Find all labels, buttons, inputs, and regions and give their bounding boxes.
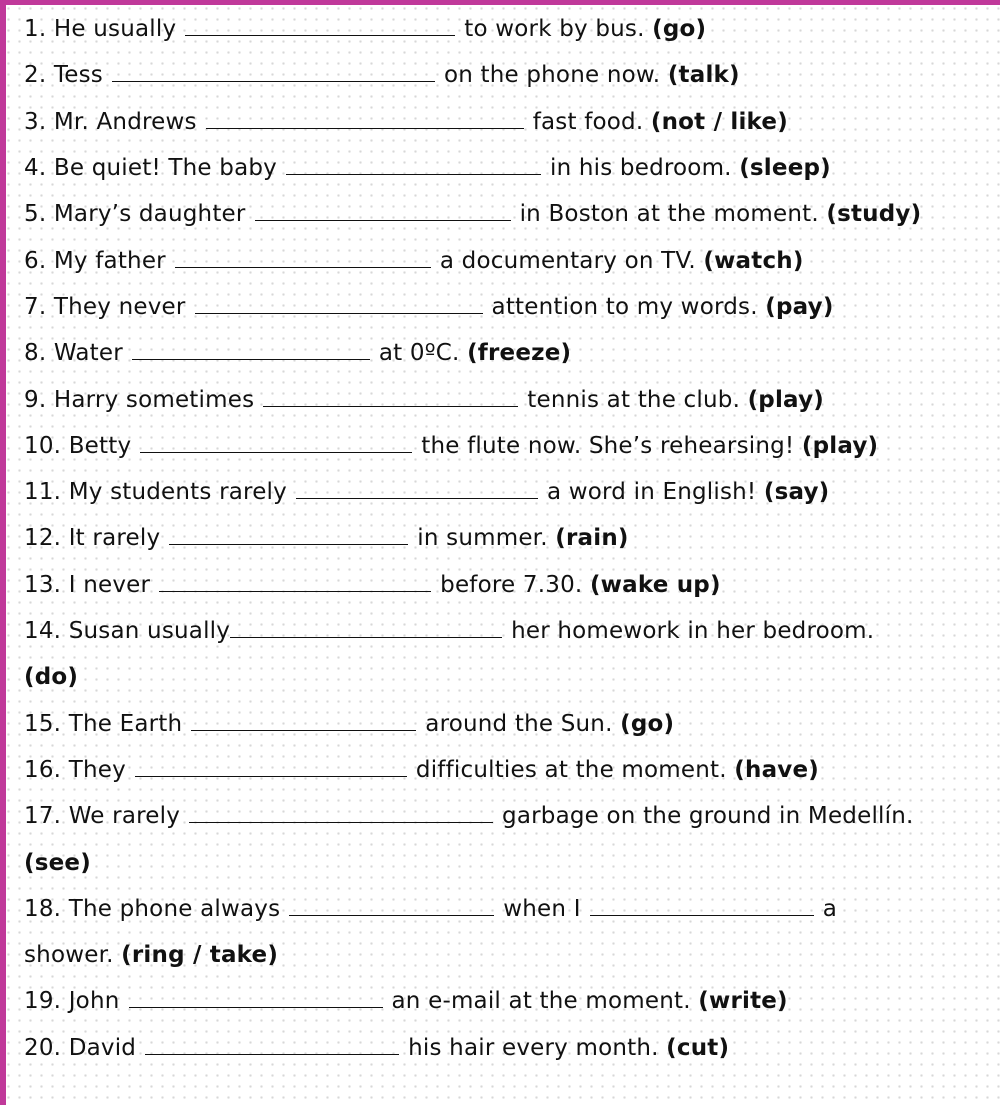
answer-blank[interactable]: [230, 619, 502, 638]
verb-hint: (sleep): [739, 155, 831, 181]
item-text-after: a: [822, 896, 837, 922]
item-text-before: He usually: [53, 16, 177, 42]
exercise-item-8: [24, 338, 571, 368]
answer-blank[interactable]: [296, 480, 538, 499]
verb-hint: (rain): [555, 525, 629, 551]
item-number: 4.: [24, 155, 47, 181]
answer-blank[interactable]: [175, 249, 431, 268]
exercise-item-14-continued: [24, 662, 78, 692]
item-text-after: difficulties at the moment.: [415, 757, 727, 783]
item-text-after: at 0ºC.: [378, 340, 460, 366]
item-text-before: David: [68, 1035, 137, 1061]
exercise-item-6: [24, 246, 804, 276]
item-text-before: My father: [53, 248, 166, 274]
answer-blank[interactable]: [129, 989, 383, 1008]
item-number: 18.: [24, 896, 62, 922]
item-number: 11.: [24, 479, 62, 505]
top-border: [0, 0, 1000, 5]
item-text-middle: when I: [503, 896, 581, 922]
item-text-after: attention to my words.: [491, 294, 758, 320]
item-text-after: his hair every month.: [408, 1035, 659, 1061]
verb-hint: (say): [763, 479, 830, 505]
item-number: 20.: [24, 1035, 62, 1061]
verb-hint: (cut): [666, 1035, 730, 1061]
verb-hint: (play): [747, 387, 824, 413]
item-number: 6.: [24, 248, 47, 274]
exercise-item-4: [24, 153, 831, 183]
exercise-item-13: [24, 570, 721, 600]
exercise-item-17-continued: [24, 848, 91, 878]
verb-hint: (ring / take): [121, 942, 279, 968]
verb-hint: (pay): [765, 294, 834, 320]
item-text-before: They: [68, 757, 126, 783]
exercise-item-20: [24, 1033, 729, 1063]
answer-blank[interactable]: [132, 341, 370, 360]
verb-hint: (watch): [703, 248, 804, 274]
exercise-item-9: [24, 385, 824, 415]
item-number: 2.: [24, 62, 47, 88]
exercise-item-19: [24, 986, 788, 1016]
item-text-after: garbage on the ground in Medellín.: [502, 803, 914, 829]
item-text-after: an e-mail at the moment.: [391, 988, 691, 1014]
item-text-before: John: [68, 988, 120, 1014]
verb-hint: (see): [24, 850, 91, 876]
answer-blank[interactable]: [263, 388, 518, 407]
item-text-before: I never: [68, 572, 151, 598]
verb-hint: (not / like): [650, 109, 788, 135]
exercise-item-14: [24, 616, 874, 646]
answer-blank[interactable]: [189, 804, 493, 823]
verb-hint: (go): [652, 16, 707, 42]
verb-hint: (freeze): [467, 340, 572, 366]
answer-blank[interactable]: [195, 295, 483, 314]
item-text-before: My students rarely: [68, 479, 287, 505]
item-text-after: in Boston at the moment.: [519, 201, 819, 227]
item-number: 15.: [24, 711, 62, 737]
item-number: 5.: [24, 201, 47, 227]
item-number: 19.: [24, 988, 62, 1014]
exercise-item-7: [24, 292, 834, 322]
item-text-before: Mr. Andrews: [53, 109, 197, 135]
item-text-before: We rarely: [68, 803, 181, 829]
item-number: 7.: [24, 294, 47, 320]
exercise-item-3: [24, 107, 788, 137]
answer-blank[interactable]: [159, 573, 431, 592]
left-border: [0, 0, 6, 1105]
answer-blank-2[interactable]: [590, 897, 814, 916]
item-number: 16.: [24, 757, 62, 783]
answer-blank[interactable]: [169, 526, 408, 545]
verb-hint: (have): [734, 757, 819, 783]
item-text-after: fast food.: [532, 109, 644, 135]
item-text-after-continued: shower.: [24, 942, 114, 968]
item-number: 8.: [24, 340, 47, 366]
item-text-after: a documentary on TV.: [439, 248, 696, 274]
item-text-after: her homework in her bedroom.: [511, 618, 875, 644]
verb-hint: (play): [801, 433, 879, 459]
answer-blank[interactable]: [206, 110, 524, 129]
exercise-item-17: [24, 801, 914, 831]
item-text-before: Susan usually: [68, 618, 231, 644]
item-number: 10.: [24, 433, 62, 459]
exercise-item-10: [24, 431, 878, 461]
item-text-after: tennis at the club.: [527, 387, 741, 413]
verb-hint: (study): [826, 201, 922, 227]
item-text-before: Water: [53, 340, 123, 366]
answer-blank[interactable]: [145, 1036, 399, 1055]
exercise-item-12: [24, 523, 629, 553]
item-text-before: They never: [53, 294, 186, 320]
answer-blank[interactable]: [255, 202, 511, 221]
item-text-before: Mary’s daughter: [53, 201, 246, 227]
item-number: 13.: [24, 572, 62, 598]
item-text-before: Be quiet! The baby: [53, 155, 277, 181]
exercise-item-5: [24, 199, 921, 229]
exercise-item-11: [24, 477, 829, 507]
item-text-after: before 7.30.: [440, 572, 583, 598]
item-number: 12.: [24, 525, 62, 551]
verb-hint: (do): [24, 664, 79, 690]
item-text-after: around the Sun.: [425, 711, 613, 737]
item-number: 14.: [24, 618, 62, 644]
verb-hint: (talk): [667, 62, 740, 88]
verb-hint: (wake up): [589, 572, 721, 598]
exercise-item-18: [24, 894, 837, 924]
item-number: 3.: [24, 109, 47, 135]
exercise-item-2: [24, 60, 740, 90]
item-number: 9.: [24, 387, 47, 413]
answer-blank[interactable]: [286, 156, 541, 175]
exercise-item-1: [24, 14, 706, 44]
answer-blank[interactable]: [112, 63, 435, 82]
item-text-before: The Earth: [68, 711, 183, 737]
answer-blank[interactable]: [135, 758, 407, 777]
item-text-after: in his bedroom.: [549, 155, 732, 181]
item-text-after: a word in English!: [546, 479, 757, 505]
answer-blank[interactable]: [191, 712, 416, 731]
item-text-after: the flute now. She’s rehearsing!: [421, 433, 795, 459]
item-text-before: Tess: [53, 62, 103, 88]
item-text-before: Harry sometimes: [53, 387, 255, 413]
item-text-after: to work by bus.: [464, 16, 645, 42]
item-text-after: in summer.: [417, 525, 548, 551]
verb-hint: (go): [620, 711, 675, 737]
item-text-after: on the phone now.: [443, 62, 661, 88]
item-number: 1.: [24, 16, 47, 42]
item-text-before: The phone always: [68, 896, 281, 922]
item-text-before: It rarely: [68, 525, 161, 551]
answer-blank[interactable]: [289, 897, 494, 916]
item-number: 17.: [24, 803, 62, 829]
item-text-before: Betty: [68, 433, 132, 459]
answer-blank[interactable]: [140, 434, 412, 453]
answer-blank[interactable]: [185, 17, 455, 36]
exercise-item-15: [24, 709, 674, 739]
verb-hint: (write): [698, 988, 788, 1014]
exercise-item-16: [24, 755, 819, 785]
exercise-item-18-continued: [24, 940, 278, 970]
